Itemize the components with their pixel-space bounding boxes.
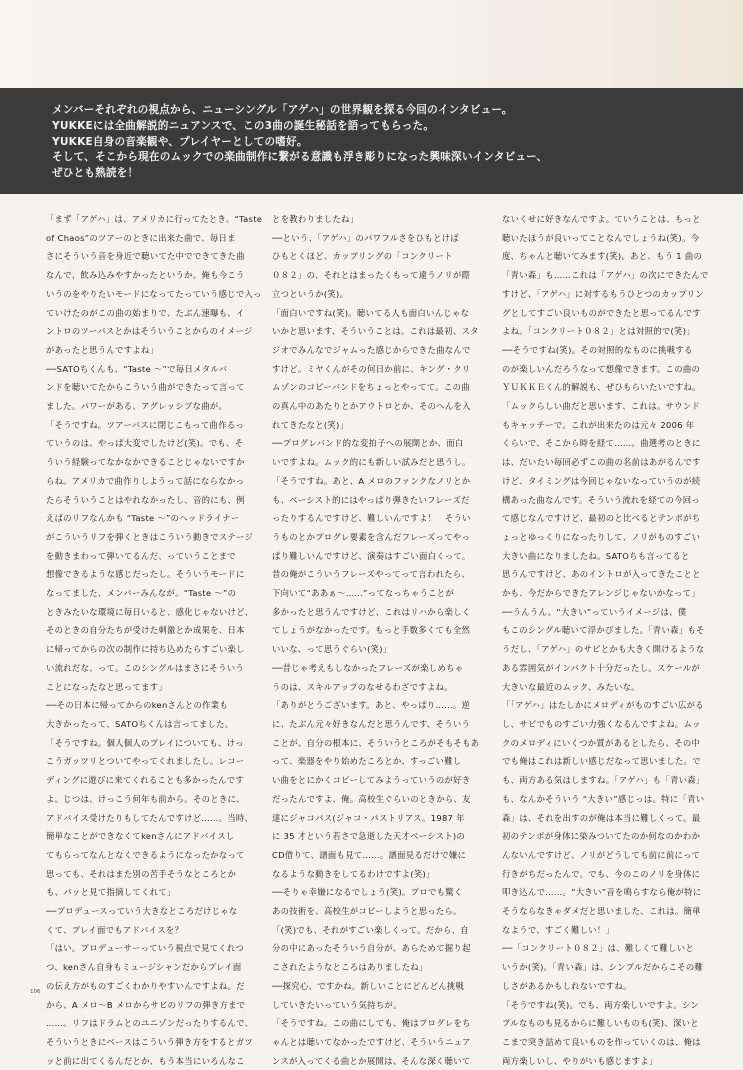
interview-column-2 (272, 210, 490, 1070)
text-line: 「そうですね。ツアーバスに閉じこもって曲作るっ (46, 419, 245, 430)
text-line: ──プロデュースっていう大きなところだけじゃな (46, 906, 238, 917)
text-line: こされたようなところはありましたね」 (272, 962, 428, 973)
text-line: れてきたなと(笑)」 (272, 419, 349, 430)
text-line: 達にジャコパス(ジャコ・パストリアス。1987 年 (272, 812, 465, 823)
text-line: い流れだな、って。このシングルはまさにそういう (46, 662, 245, 673)
text-line: に、たぶん元々好きなんだと思うんです、そういう (272, 718, 471, 729)
text-line: よね。「コンクリート０８２」とは対照的で(笑)」 (502, 326, 695, 337)
text-line: 森」は、それを出すのが俺は本当に難しくって。最 (502, 812, 701, 823)
text-line: も、なんかそういう “大きい”感じっは。特に「青い (502, 793, 705, 804)
text-line: ──そうですね(笑)。その対照的なものに挑戦する (502, 344, 693, 355)
text-line: 「ありがとうございます。あと、やっぱり……。逆 (272, 700, 471, 711)
text-line: ──「コンクリート０８２」は、難しくて難しいと (502, 943, 694, 954)
text-line: ぱり難しいんですけど、演奏はすごい面白くって。 (272, 550, 471, 561)
text-line: ──そりゃ幸嫌になるでしょう(笑)。プロでも驚く (272, 887, 463, 898)
text-line: 多かったと思うんですけど、これはリハから楽しく (272, 606, 471, 617)
text-line: ていけたのがこの曲の始まりで、たぶん速曝も、イ (46, 307, 245, 318)
intro-banner (0, 88, 743, 194)
text-line: 「そうですね(笑)。でも、両方楽しいですよ。シン (502, 999, 700, 1010)
text-line: かも、今だからできたアレンジじゃないかなって」 (502, 588, 700, 599)
text-line: しさがあるかもしれないですね。 (502, 980, 632, 991)
text-line: 度、ちゃんと聴いてみます(笑)。あと、もう 1 曲の (502, 251, 703, 262)
text-line: ひもとくほど、カップリングの「コンクリート (272, 251, 453, 262)
text-line: ──プログレバンド的な変拍子への展開とか、面白 (272, 438, 464, 449)
text-line: 昔の俺がこういうフレーズやってって言われたら、 (272, 569, 471, 580)
text-line: ッと前に出てくるんだとか、もう本当にいろんなこ (46, 1055, 245, 1066)
text-line: 「「アゲハ」はたしかにメロディがものすごい広がる (502, 700, 704, 711)
text-line: うのは、スキルアップのなせるわざですよね。 (272, 681, 453, 692)
text-line: でも俺はこれは新しい感じだなって思いました。で (502, 756, 701, 767)
text-line: 下向いて“ああぁ～……”ってなっちゃうことが (272, 588, 455, 599)
text-line: あの技術を、高校生がコピーしようと思ったら。 (272, 906, 462, 917)
text-line: も、パッと見て指摘してくれて」 (46, 887, 176, 898)
text-line: いですよね。ムック的にも新しい試みだと思うし。 (272, 457, 471, 468)
text-line: の伝え方がものすごくわかりやすいんですよね。だ (46, 980, 245, 991)
text-line: いうのをやりたいモードになってたっていう感じで入っ (46, 288, 262, 299)
text-line: こうガッツリとついてやってくれましたし。レコー (46, 756, 245, 767)
text-line: うだし、「アゲハ」のサビとかも大きく開けるような (502, 644, 705, 655)
text-line: そうならなきゃダメだと思いました、これは。簡単 (502, 906, 701, 917)
text-line: ムゾンのコピーバンドをちょっとやってて。この曲 (272, 382, 470, 393)
text-line: 想像できるような感じだったし。そういうモードに (46, 569, 245, 580)
text-line: アドバイス受けたりもしてたんですけど……。当時、 (46, 812, 254, 823)
interview-column-3 (502, 210, 720, 1070)
text-line: 大きいな最近のムック、みたいな。 (502, 681, 640, 692)
text-line: ジオでみんなでジャムった感じからできた曲なんで (272, 344, 471, 355)
text-line: もこのシングル聴いて浮かびました。「青い森」もそ (502, 625, 705, 636)
text-line: 「面白いですね(笑)。聴いてる人も面白いんじゃな (272, 307, 470, 318)
text-line: ある雰囲気がインパクト十分だったし。スケールが (502, 662, 701, 673)
text-line: 思っても、それはまた別の苦手そうなところとか (46, 868, 237, 879)
text-line: 大きい曲になりましたね。SATOちも言ってると (502, 550, 690, 561)
page-number: 106 (30, 989, 41, 995)
text-line: 立つというか(笑)。 (272, 288, 349, 299)
intro-line-3: YUKKE自身の音楽観や、プレイヤーとしての嗜好。 (52, 135, 308, 148)
text-line: だったんですよ、俺。高校生ぐらいのときから、友 (272, 793, 471, 804)
text-line: くて、プレイ面でもアドバイスを？ (46, 924, 184, 935)
text-line: ンドを聴いてたからこういう曲ができたって言って (46, 382, 245, 393)
text-line: 「そうですね。この曲にしても、俺はプログレをち (272, 1018, 471, 1029)
text-line: 「青い森」も……これは「アゲハ」の次にできたんで (502, 270, 709, 281)
text-line: クのメロディにいくつか質があるとしたら、その中 (502, 737, 701, 748)
text-line: のが楽しいんだろうなって想像できます。この曲の (502, 363, 701, 374)
text-line: ──という、「アゲハ」のパワフルさをひもとけば (272, 232, 459, 243)
text-line: ていうのは、やっぱ大変でしたけど(笑)。でも、そ (46, 438, 244, 449)
text-line: えばのリフなんかも “Taste ～”のヘッドライナー (46, 513, 240, 524)
text-line: つ、kenさん自身もミュージシャンだからプレイ面 (46, 962, 242, 973)
intro-line-1: メンバーそれぞれの視点から、ニューシングル「アゲハ」の世界観を探る今回のインタビュー。 (52, 104, 513, 116)
text-line: 「ムックらしい曲だと思います、これは。サウンド (502, 401, 701, 412)
text-line: 行きがちだったんで。でも、今のこのノリを身体に (502, 868, 701, 879)
text-line: 初のテンポが身体に染みついてたのか何なのかわか (502, 831, 701, 842)
text-line: グとしてすごい良いものができたと思ってるんです (502, 307, 701, 318)
text-line: ──SATOちくんも、“Taste ～”で毎日メタルバ (46, 363, 228, 374)
text-line: なってました、メンバーみんなが。“Taste ～”の (46, 588, 237, 599)
text-line: ったりするんですけど、難しいんですよ！ そうい (272, 513, 471, 524)
text-line: たらそういうことはやれなかったし、音的にも、例 (46, 494, 245, 505)
text-line: ょっとゆっくりになったりして、ノリがものすごい (502, 531, 701, 542)
text-line: CD借りて、譜面も見て……。譜面見るだけで嫌に (272, 849, 467, 860)
text-line: すけど。ミヤくんがその何日か前に、キング・クリ (272, 363, 471, 374)
text-line: うものとかプログレ要素を含んだフレーズってやっ (272, 531, 471, 542)
text-line: 「(笑)でも、それがすごい楽しくって。だから、自 (272, 924, 469, 935)
text-line: ときみたいな環境に毎日いると、感化じゃないけど、 (46, 606, 254, 617)
text-line: なようで、すごく難しい！」 (502, 924, 615, 935)
text-line: ントロのツーバスとかはそういうことからのイメージ (46, 326, 253, 337)
text-line: of Chaos”のツアーのときに出来た曲で、毎日ま (46, 232, 236, 243)
text-line: 簡単なことができなくてkenさんにアドバイスし (46, 831, 235, 842)
text-line: があったと思うんですよね」 (46, 344, 159, 355)
text-line: い曲をとにかくコピーしてみようっていうのが好き (272, 775, 471, 786)
text-line: から、A メロ～B メロからサビのリフの弾き方まで (46, 999, 246, 1010)
text-line: すけど、「アゲハ」に対するもうひとつのカップリン (502, 288, 704, 299)
intro-line-5: ぜひとも熟読を！ (52, 167, 139, 180)
text-line: ０８２」の、それとはまったくもって違うノリが際 (272, 270, 471, 281)
text-line: 「そうですね。あと、A メロのファンクなノリとか (272, 475, 471, 486)
text-line: も、ベーシスト的にはやっぱり弾きたいフレーズだ (272, 494, 470, 505)
text-line: そういうときにベースはこういう弾き方をするとガツ (46, 1036, 254, 1047)
text-line: さにそういう音を身近で聴いてた中でできてきた曲 (46, 251, 245, 262)
text-line: そのときの自分たちが受けた刺激とか成果を、日本 (46, 625, 245, 636)
text-line: ゃんとは聴いてなかったですけど、そういうニュア (272, 1036, 471, 1047)
text-line: なるような動きをしてるわけですよ(笑)」 (272, 868, 435, 879)
intro-line-2: YUKKEには全曲解説的ニュアンスで、この3曲の誕生秘話を語ってもらった。 (52, 119, 435, 132)
text-line: していきたいっていう気持ちが。 (272, 999, 402, 1010)
text-line: ＹＵＫＫＥくん的解説も、ぜひもらいたいですね。 (502, 382, 701, 393)
text-line: いかと思います、そういうことは。これは最初、スタ (272, 326, 479, 337)
text-line: こまで突き詰めて良いものを作っていくのは、俺は (502, 1036, 701, 1047)
text-line: なんで、飲み込みやすかったというか。俺も今こう (46, 270, 245, 281)
text-line: てしょうがなかったです。もっと手数多くても全然 (272, 625, 471, 636)
text-line: 「はい。プロデューサーっていう視点で見てくれつ (46, 943, 245, 954)
text-line: らね。アメリカで曲作りしようって話にならなかっ (46, 475, 245, 486)
text-line: 叩き込んで……。“大きい”音を鳴らすなら俺が特に (502, 887, 702, 898)
text-line: ──その日本に帰ってからのkenさんとの作業も (46, 700, 229, 711)
text-line: ういう経験ってなかなかできることじゃないですか (46, 457, 245, 468)
text-line: て感じなんですけど、最初のと比べるとテンポがち (502, 513, 701, 524)
text-line: ──探究心、ですかね。新しいことにどんどん挑戦 (272, 980, 465, 991)
text-line: って、楽器をやり始めたころとか、すっごい難し (272, 756, 462, 767)
text-line: 聴いたほうが良いってことなんでしょうね(笑)。今 (502, 232, 700, 243)
text-line: に 35 才という若さで急逝した天才ベーシスト)の (272, 831, 466, 842)
text-line: を動きまわって弾いてるんだ、っていうことまで (46, 550, 237, 561)
interview-column-1 (46, 210, 264, 1070)
text-line: 「まず「アゲハ」は、アメリカに行ってたとき。“Taste (46, 214, 263, 224)
text-line: 大きかったって、SATOちくんは言ってました。 (46, 718, 234, 729)
text-line: がこういうリフを弾くときはこういう動きでステージ (46, 531, 254, 542)
text-line: ──うんうん。“大きい”っていうイメージは、僕 (502, 606, 687, 617)
text-line: ないくせに好きなんですよ。ていうことは、もっと (502, 214, 701, 224)
text-line: ……。リフはドラムとのユニゾンだったりするんで、 (46, 1018, 254, 1029)
text-line: し、サビでものすごい力強くなるんですよね。ムッ (502, 718, 701, 729)
text-line: ンスが入ってくる曲とか展開は、そんな深く聴いて (272, 1055, 471, 1066)
text-line: プルなものも見るからに難しいものも(笑)、深いと (502, 1018, 699, 1029)
text-line: 分の中にあったそういう自分が、あらためて掘り起 (272, 943, 471, 954)
text-line: ことになったなと思ってます」 (46, 681, 168, 692)
text-line: んないんですけど、ノリがどうしても前に前にって (502, 849, 701, 860)
text-line: いうか(笑)。「青い森」は、シンプルだからこその難 (502, 962, 704, 973)
text-line: ことが。自分の根本に、そういうところがそもそもあ (272, 737, 480, 748)
text-line: ディングに遊びに来てくれることも多かったんです (46, 775, 244, 786)
top-margin (0, 0, 743, 88)
text-line: とを教わりましたね」 (272, 214, 359, 224)
intro-line-4: そして、そこから現在のムックでの楽曲制作に繋がる意識も浮き彫りになった興味深いインタビュー、 (52, 151, 548, 164)
text-line: も、両方ある気はしますね。「アゲハ」も「青い森」 (502, 775, 705, 786)
text-line: いいな、って思うぐらい(笑)」 (272, 644, 392, 655)
text-line: ──昔じゃ考えもしなかったフレーズが楽しめちゃ (272, 662, 464, 673)
text-line: 両方楽しいし、やりがいも感じますよ」 (502, 1055, 658, 1066)
text-line: 「そうですね。個人個人のプレイについても、けっ (46, 737, 244, 748)
text-line: よ。じつは、けっこう何年も前から。そのときに、 (46, 793, 245, 804)
text-line: ました。パワーがある、アグレッシブな曲が。 (46, 401, 228, 412)
text-line: に帰ってからの次の制作に持ち込めたらすごい楽し (46, 644, 245, 655)
text-line: の真ん中のあたりとかアウトロとか、そのへんを入 (272, 401, 471, 412)
text-line: くらいで、そこから時を経て……。曲選考のときに (502, 438, 701, 449)
text-line: 思うんですけど、あのイントロが入ってきたことと (502, 569, 701, 580)
text-line: てもらってなんとなくできるようになったかなって (46, 849, 245, 860)
text-line: けど、タイミングは今回じゃないなっていうのが続 (502, 475, 701, 486)
text-line: もキャッチーで。これが出来たのは元々 2006 年 (502, 419, 695, 430)
text-line: 構あった曲なんです。そういう流れを経ての今回っ (502, 494, 701, 505)
text-line: は、だいたい毎回必ずこの曲の名前はあがるんです (502, 457, 701, 468)
